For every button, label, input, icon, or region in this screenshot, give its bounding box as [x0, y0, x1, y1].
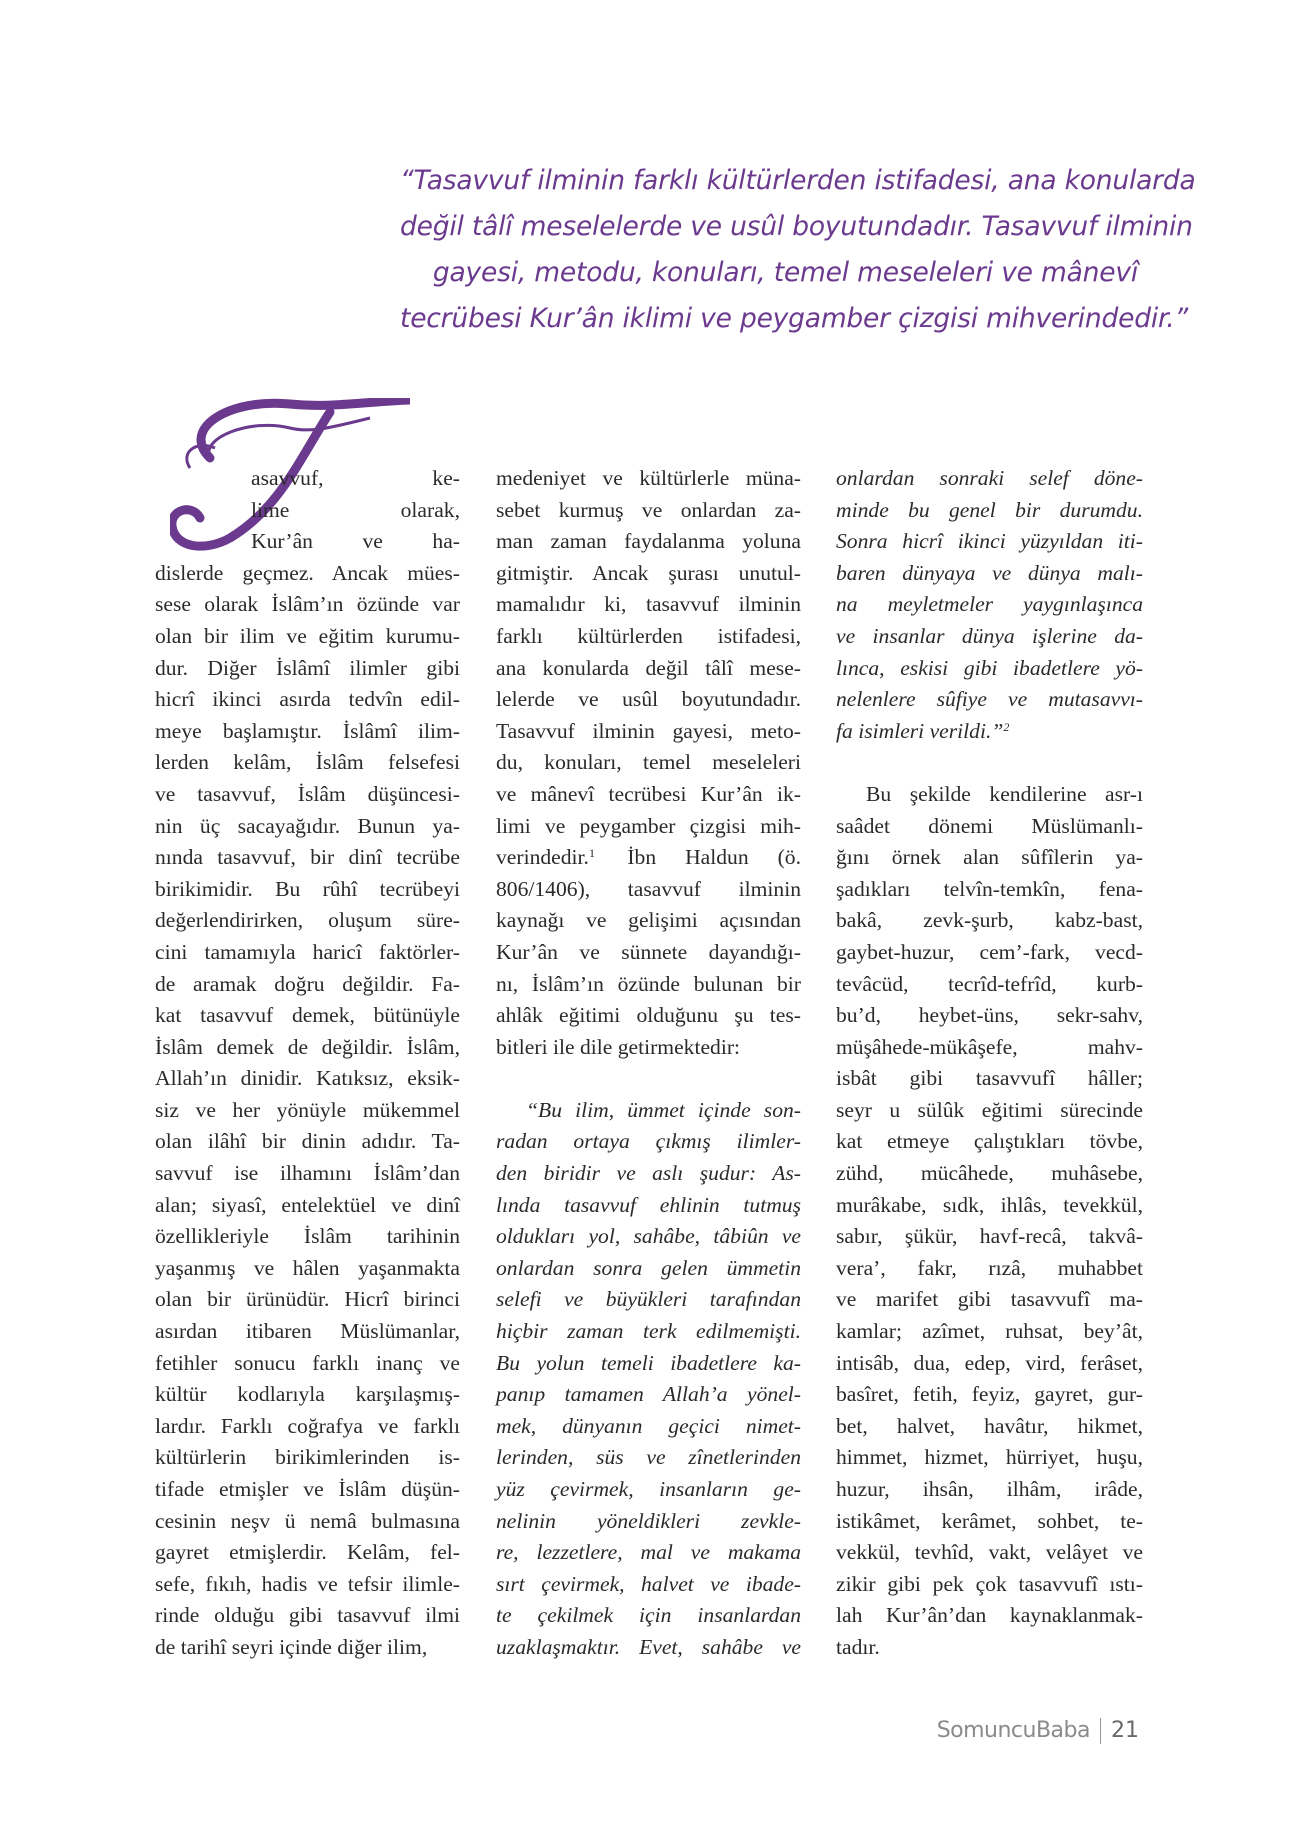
text-line: isbât gibi tasavvufî hâller;	[836, 1066, 1143, 1091]
text-fragment: İbn Haldun (ö.	[627, 845, 801, 870]
text-line: tifade etmişler ve İslâm düşün-	[155, 1477, 460, 1501]
text-line: lelerde ve usûl boyutundadır.	[496, 687, 801, 712]
quote-line: sırt çevirmek, halvet ve ibade-	[496, 1571, 801, 1596]
text-line: bet, halvet, havâtır, hikmet,	[836, 1413, 1143, 1438]
pull-quote-line: “Tasavvuf ilminin farklı kültürlerden istifadesi, ana konularda	[400, 165, 1196, 196]
text-line: İslâm demek de değildir. İslâm,	[155, 1034, 460, 1059]
text-line: özellikleriyle İslâm tarihinin	[155, 1224, 460, 1249]
text-line: dur. Diğer İslâmî ilimler gibi	[155, 655, 460, 680]
page-footer	[937, 1718, 1139, 1744]
text-line: meye başlamıştır. İslâmî ilim-	[155, 718, 460, 743]
quote-line: na meyletmeler yaygınlaşınca	[836, 592, 1143, 617]
quote-line: nelinin yöneldikleri zevkle-	[496, 1508, 801, 1533]
text-line: huzur, ihsân, ilhâm, irâde,	[836, 1477, 1143, 1501]
text-line: olan bir ürünüdür. Hicrî birinci	[155, 1287, 460, 1312]
text-line: şadıkları telvîn-temkîn, fena-	[836, 876, 1143, 901]
text-line: Tasavvuf ilminin gayesi, meto-	[496, 718, 801, 743]
quote-line: onlardan sonra gelen ümmetin	[496, 1255, 801, 1280]
text-line: yaşanmış ve hâlen yaşanmakta	[155, 1255, 460, 1280]
text-line: intisâb, dua, edep, vird, ferâset,	[836, 1350, 1143, 1375]
text-line: gayret etmişlerdir. Kelâm, fel-	[155, 1540, 460, 1565]
quote-line: “Bu ilim, ümmet içinde son-	[526, 1097, 801, 1122]
text-line: tevâcüd, tecrîd-tefrîd, kurb-	[836, 971, 1143, 996]
text-line: limi ve peygamber çizgisi mih-	[496, 813, 801, 838]
text-line: sebet kurmuş ve onlardan za-	[496, 497, 801, 522]
text-line: du, konuları, temel meseleleri	[496, 750, 801, 775]
text-line: lerden kelâm, İslâm felsefesi	[155, 750, 460, 775]
paragraph-gap	[496, 1063, 801, 1095]
text-line: kültürlerin birikimlerinden is-	[155, 1445, 460, 1470]
column-1	[155, 463, 460, 1664]
text-line: Kur’ân ve sünnete dayandığı-	[496, 939, 801, 964]
text-line: istikâmet, kerâmet, sohbet, te-	[836, 1508, 1143, 1533]
pull-quote-line: değil tâlî meselelerde ve usûl boyutundadır. Tasavvuf ilminin	[400, 211, 1193, 242]
quote-line: radan ortaya çıkmış ilimler-	[496, 1129, 801, 1154]
quote-line: te çekilmek için insanlardan	[496, 1603, 801, 1628]
text-line: bu’d, heybet-üns, sekr-sahv,	[836, 1003, 1143, 1028]
column-2	[496, 463, 801, 1664]
quote-line: uzaklaşmaktır. Evet, sahâbe ve	[496, 1634, 801, 1659]
text-line: saâdet dönemi Müslümanlı-	[836, 813, 1143, 838]
text-line: olan bir ilim ve eğitim kurumu-	[155, 623, 460, 648]
quote-line: lınca, eskisi gibi ibadetlere yö-	[836, 655, 1143, 680]
text-line: lah Kur’ân’dan kaynaklanmak-	[836, 1603, 1143, 1628]
logo-part-2: Baba	[1035, 1718, 1090, 1743]
text-line: cesinin neşv ü nemâ bulmasına	[155, 1508, 460, 1533]
quote-line: minde bu genel bir durumdu.	[836, 497, 1143, 522]
text-line: basîret, fetih, feyiz, gayret, gur-	[836, 1382, 1143, 1407]
text-line: ve mânevî tecrübesi Kur’ân ik-	[496, 781, 801, 806]
quote-line: lerinden, süs ve zînetlerinden	[496, 1445, 801, 1470]
text-line: himmet, hizmet, hürriyet, huşu,	[836, 1445, 1143, 1470]
text-line: alan; siyasî, entelektüel ve dinî	[155, 1192, 460, 1217]
text-line: asavvuf, ke-	[251, 466, 460, 490]
text-line: hicrî ikinci asırda tedvîn edil-	[155, 687, 460, 712]
text-line: 806/1406), tasavvuf ilminin	[496, 876, 801, 901]
text-line: müşâhede-mükâşefe, mahv-	[836, 1034, 1143, 1059]
text-line: sabır, şükür, havf-recâ, takvâ-	[836, 1224, 1143, 1249]
quote-line: lında tasavvuf ehlinin tutmuş	[496, 1192, 801, 1217]
text-line: dislerde geçmez. Ancak mües-	[155, 560, 460, 585]
text-fragment: fa isimleri verildi.”	[836, 718, 1004, 743]
text-line: ve marifet gibi tasavvufî ma-	[836, 1287, 1143, 1312]
pull-quote-line: gayesi, metodu, konuları, temel meseleleri ve mânevî	[432, 257, 1138, 288]
text-line: sefe, fıkıh, hadis ve tefsir ilimle-	[155, 1571, 460, 1596]
pull-quote-line: tecrübesi Kur’ân iklimi ve peygamber çizgisi mihverindedir.”	[400, 303, 1189, 334]
text-line: murâkabe, sıdk, ihlâs, tevekkül,	[836, 1192, 1143, 1217]
text-line: kamlar; azîmet, ruhsat, bey’ât,	[836, 1319, 1143, 1344]
text-line: vera’, fakr, rızâ, muhabbet	[836, 1255, 1143, 1280]
text-line: ahlâk eğitimi olduğunu şu tes-	[496, 1003, 801, 1028]
text-line: zühd, mücâhede, muhâsebe,	[836, 1161, 1143, 1186]
magazine-logo	[937, 1718, 1090, 1743]
text-line: rinde olduğu gibi tasavvuf ilmi	[155, 1603, 460, 1628]
paragraph-gap	[836, 747, 1143, 779]
text-line: sese olarak İslâm’ın özünde var	[155, 592, 460, 617]
text-line: nin üç sacayağıdır. Bunun ya-	[155, 813, 460, 838]
quote-line: panıp tamamen Allah’a yönel-	[496, 1382, 801, 1407]
page-number: 21	[1111, 1718, 1139, 1743]
quote-line: yüz çevirmek, insanların ge-	[496, 1477, 801, 1501]
text-line: savvuf ise ilhamını İslâm’dan	[155, 1161, 460, 1186]
text-line: değerlendirirken, oluşum süre-	[155, 908, 460, 933]
text-line: seyr u sülûk eğitimi sürecinde	[836, 1097, 1143, 1122]
quote-line: Bu yolun temeli ibadetlere ka-	[496, 1350, 801, 1375]
logo-part-1: Somuncu	[936, 1718, 1036, 1743]
quote-line: Sonra hicrî ikinci yüzyıldan iti-	[836, 529, 1143, 554]
text-line: asırdan itibaren Müslümanlar,	[155, 1319, 460, 1344]
text-line: lardır. Farklı coğrafya ve farklı	[155, 1413, 460, 1438]
text-line: ana konularda değil tâlî mese-	[496, 655, 801, 680]
text-line: de tarihî seyri içinde diğer ilim,	[155, 1634, 428, 1659]
quote-line: mek, dünyanın geçici nimet-	[496, 1413, 801, 1438]
text-line: zikir gibi pek çok tasavvufî ıstı-	[836, 1571, 1143, 1596]
text-line: nı, İslâm’ın özünde bulunan bir	[496, 971, 801, 996]
text-line: kültür kodlarıyla karşılaşmış-	[155, 1382, 460, 1407]
text-line: bitleri ile dile getirmektedir:	[496, 1034, 741, 1059]
column-3	[836, 463, 1143, 1664]
quote-line: oldukları yol, sahâbe, tâbiûn ve	[496, 1224, 801, 1249]
text-line: nında tasavvuf, bir dinî tecrübe	[155, 845, 460, 870]
text-line: medeniyet ve kültürlerle müna-	[496, 466, 801, 490]
footer-divider	[1100, 1718, 1101, 1744]
quote-line: hiçbir zaman terk edilmemişti.	[496, 1319, 801, 1344]
quote-line: baren dünyaya ve dünya malı-	[836, 560, 1143, 585]
quote-line: onlardan sonraki selef döne-	[836, 466, 1143, 490]
text-line	[496, 842, 801, 874]
text-line: kaynağı ve gelişimi açısından	[496, 908, 801, 933]
text-line: cini tamamıyla haricî faktörler-	[155, 939, 460, 964]
text-line: vekkül, tevhîd, vakt, velâyet ve	[836, 1540, 1143, 1565]
text-line: de aramak doğru değildir. Fa-	[155, 971, 460, 996]
footnote-marker: 1	[588, 846, 595, 861]
text-line: Bu şekilde kendilerine asr-ı	[866, 781, 1143, 806]
text-line: man zaman faydalanma yoluna	[496, 529, 801, 554]
quote-line: re, lezzetlere, mal ve makama	[496, 1540, 801, 1565]
quote-line: den biridir ve aslı şudur: As-	[496, 1161, 801, 1186]
text-line: lime olarak,	[251, 497, 460, 522]
text-line: ğını örnek alan sûfîlerin ya-	[836, 845, 1143, 870]
text-line: gitmiştir. Ancak şurası unutul-	[496, 560, 801, 585]
text-line: siz ve her yönüyle mükemmel	[155, 1097, 460, 1122]
quote-line	[836, 716, 1143, 748]
pull-quote	[400, 158, 1196, 342]
text-line: kat etmeye çalıştıkları tövbe,	[836, 1129, 1143, 1154]
text-line: mamalıdır ki, tasavvuf ilminin	[496, 592, 801, 617]
text-line: Allah’ın dinidir. Katıksız, eksik-	[155, 1066, 460, 1091]
text-fragment: verindedir.	[496, 845, 589, 870]
quote-line: selefi ve büyükleri tarafından	[496, 1287, 801, 1312]
text-line: kat tasavvuf demek, bütünüyle	[155, 1003, 460, 1028]
text-line: fetihler sonucu farklı inanç ve	[155, 1350, 460, 1375]
text-line: birikimidir. Bu rûhî tecrübeyi	[155, 876, 460, 901]
quote-line: ve insanlar dünya işlerine da-	[836, 623, 1143, 648]
text-line: olan ilâhî bir dinin adıdır. Ta-	[155, 1129, 460, 1154]
text-line: ve tasavvuf, İslâm düşüncesi-	[155, 781, 460, 806]
footnote-marker: 2	[1003, 719, 1010, 734]
text-line: Kur’ân ve ha-	[251, 529, 460, 554]
text-line: bakâ, zevk-şurb, kabz-bast,	[836, 908, 1143, 933]
quote-line: nelenlere sûfiye ve mutasavvı-	[836, 687, 1143, 712]
text-line: tadır.	[836, 1634, 880, 1659]
text-line: farklı kültürlerden istifadesi,	[496, 623, 801, 648]
text-line: gaybet-huzur, cem’-fark, vecd-	[836, 939, 1143, 964]
